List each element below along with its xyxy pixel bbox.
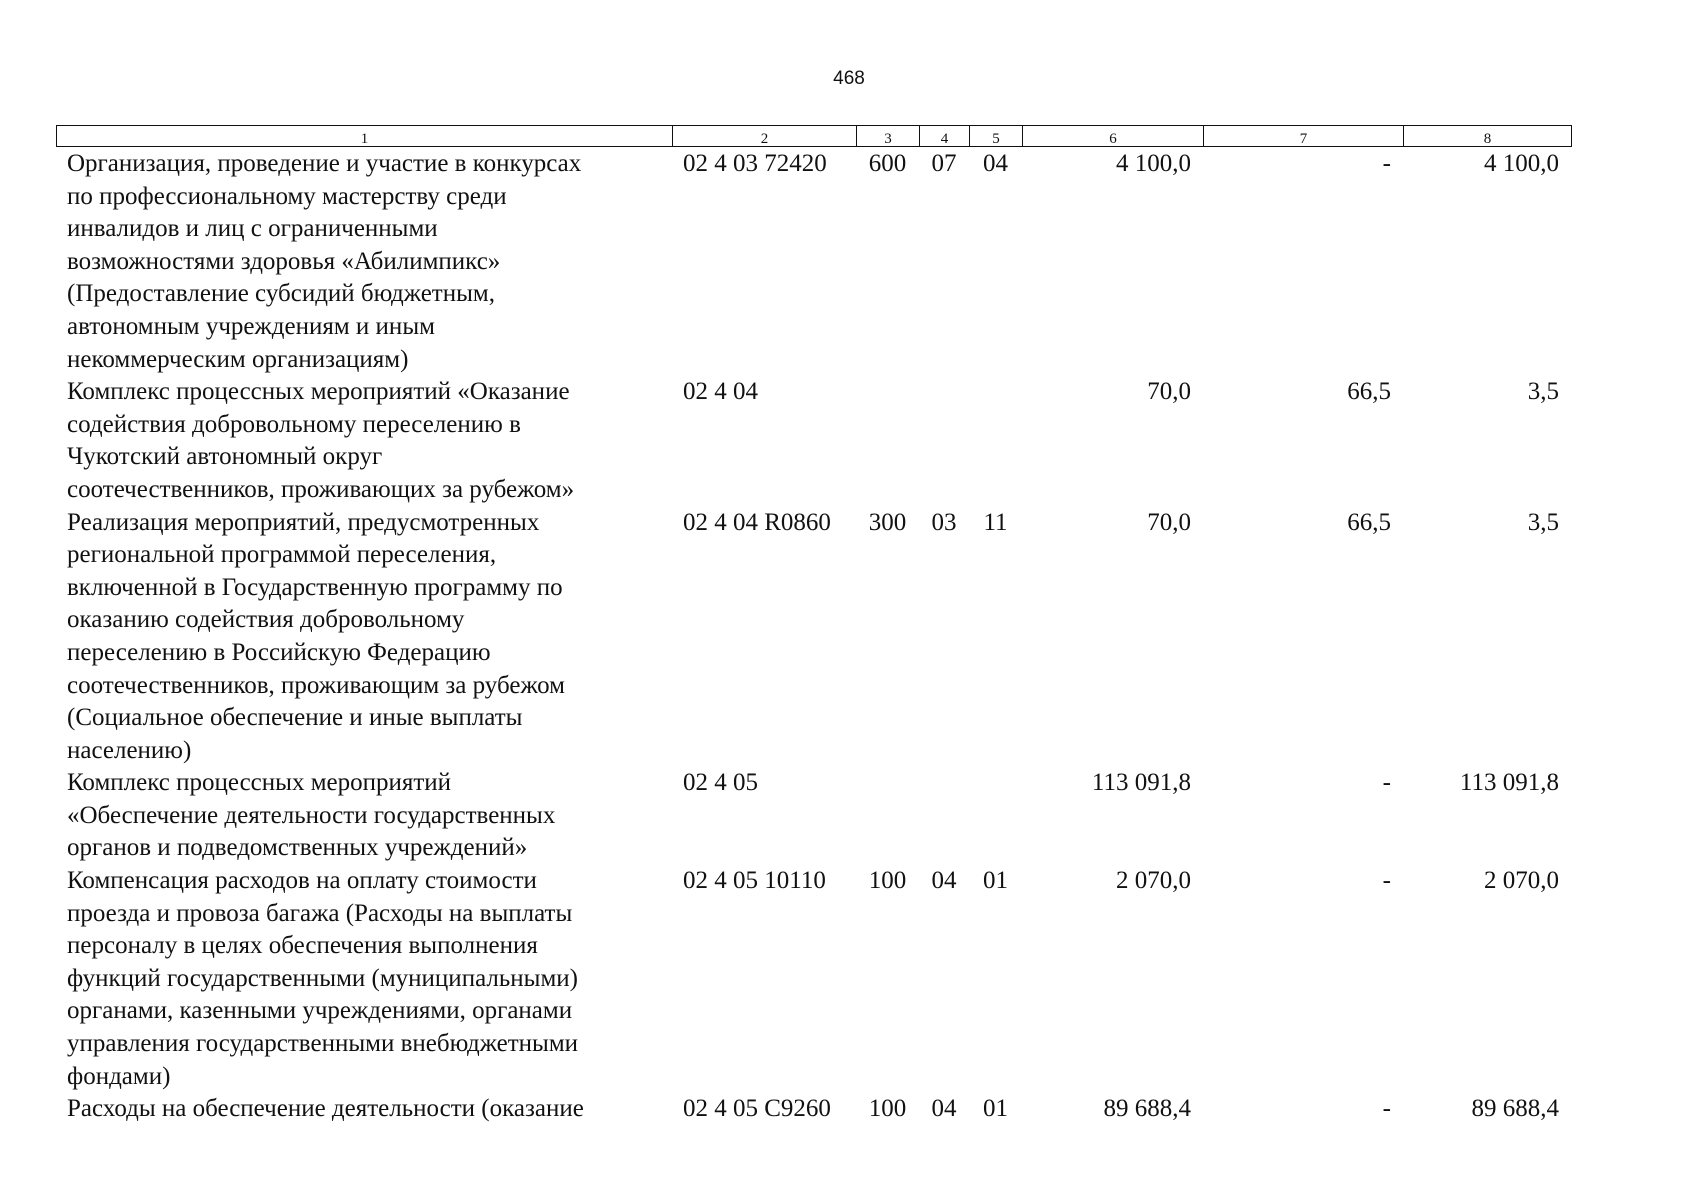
section — [919, 767, 969, 865]
column-number-header — [56, 125, 1572, 147]
column-header-3: 3 — [857, 126, 920, 147]
item-name-line: включенной в Государственную программу по — [67, 573, 563, 601]
item-name-line: Реализация мероприятий, предусмотренных — [67, 508, 540, 536]
expense-type: 100 — [868, 1095, 907, 1123]
column-7-amount: 66,5 — [1347, 508, 1391, 536]
total-amount: 113 091,8 — [1091, 769, 1191, 797]
column-8-amount: 89 688,4 — [1471, 1095, 1559, 1123]
column-8-amount: 3,5 — [1527, 508, 1559, 536]
expense-type — [856, 376, 919, 506]
column-7-amount: 66,5 — [1347, 378, 1391, 406]
budget-code: 02 4 05 10110 — [683, 867, 826, 895]
budget-table — [56, 148, 1571, 1126]
total-amount: 70,0 — [1147, 378, 1191, 406]
item-name — [56, 1093, 672, 1126]
item-name-line: персоналу в целях обеспечения выполнения — [67, 932, 538, 960]
expense-type: 300 — [868, 508, 907, 536]
column-8-amount: 113 091,8 — [1459, 769, 1559, 797]
item-name-line: Комплекс процессных мероприятий — [67, 769, 452, 797]
item-name-line: проезда и провоза багажа (Расходы на выплаты — [67, 899, 573, 927]
column-8-amount: 3,5 — [1527, 378, 1559, 406]
page-number: 468 — [833, 68, 865, 89]
budget-code: 02 4 04 — [683, 378, 758, 406]
column-header-6: 6 — [1023, 126, 1204, 147]
item-name-line: соотечественников, проживающим за рубежом — [67, 671, 565, 699]
column-header-2: 2 — [673, 126, 857, 147]
subsection: 11 — [983, 508, 1008, 536]
item-name-line: населению) — [67, 736, 192, 764]
item-name-line: по профессиональному мастерству среди — [67, 182, 507, 210]
item-name — [56, 376, 672, 506]
item-name-line: (Социальное обеспечение и иные выплаты — [67, 704, 523, 732]
subsection: 01 — [983, 1095, 1008, 1123]
column-header-7: 7 — [1204, 126, 1404, 147]
column-8-amount: 2 070,0 — [1484, 867, 1559, 895]
total-amount: 70,0 — [1147, 508, 1191, 536]
item-name — [56, 767, 672, 865]
table-row — [56, 376, 1571, 506]
column-header-1: 1 — [57, 126, 673, 147]
table-row — [56, 1093, 1571, 1126]
item-name-line: Комплекс процессных мероприятий «Оказание — [67, 378, 570, 406]
subsection — [969, 767, 1022, 865]
total-amount: 89 688,4 — [1103, 1095, 1191, 1123]
item-name-line: Компенсация расходов на оплату стоимости — [67, 867, 537, 895]
total-amount: 4 100,0 — [1116, 150, 1191, 177]
section: 07 — [931, 150, 957, 177]
item-name-line: Чукотский автономный округ — [67, 443, 383, 471]
item-name-line: содействия добровольному переселению в — [67, 410, 521, 438]
item-name-line: функций государственными (муниципальными) — [67, 964, 578, 992]
item-name-line: органов и подведомственных учреждений» — [67, 834, 528, 862]
table-row — [56, 865, 1571, 1093]
item-name-line: некоммерческим организациям) — [67, 345, 409, 373]
item-name — [56, 507, 672, 768]
column-8-amount: 4 100,0 — [1484, 150, 1559, 177]
subsection: 01 — [983, 867, 1008, 895]
column-7-amount: - — [1382, 769, 1391, 797]
item-name-line: автономным учреждениям и иным — [67, 312, 435, 340]
table-row — [56, 507, 1571, 768]
section: 04 — [931, 867, 957, 895]
table-row — [56, 767, 1571, 865]
subsection: 04 — [983, 150, 1008, 177]
expense-type: 100 — [868, 867, 907, 895]
item-name-line: соотечественников, проживающих за рубежом» — [67, 475, 575, 503]
item-name-line: фондами) — [67, 1062, 171, 1090]
budget-code: 02 4 04 R0860 — [683, 508, 831, 536]
section — [919, 376, 969, 506]
item-name-line: управления государственными внебюджетными — [67, 1030, 579, 1058]
total-amount: 2 070,0 — [1116, 867, 1191, 895]
expense-type — [856, 767, 919, 865]
budget-code: 02 4 03 72420 — [683, 150, 827, 177]
column-header-5: 5 — [970, 126, 1023, 147]
column-7-amount: - — [1382, 867, 1391, 895]
item-name-line: возможностями здоровья «Абилимпикс» — [67, 247, 501, 275]
item-name-line: переселению в Российскую Федерацию — [67, 638, 491, 666]
budget-code: 02 4 05 — [683, 769, 758, 797]
column-header-8: 8 — [1404, 126, 1572, 147]
expense-type: 600 — [868, 150, 907, 177]
item-name-line: (Предоставление субсидий бюджетным, — [67, 280, 495, 308]
section: 03 — [931, 508, 957, 536]
item-name-line: региональной программой переселения, — [67, 541, 497, 569]
table-row — [56, 148, 1571, 376]
item-name-line: Расходы на обеспечение деятельности (оказание — [67, 1095, 584, 1123]
budget-code: 02 4 05 C9260 — [683, 1095, 831, 1123]
item-name — [56, 865, 672, 1093]
item-name-line: Организация, проведение и участие в конкурсах — [67, 150, 582, 177]
column-header-4: 4 — [920, 126, 970, 147]
item-name-line: оказанию содействия добровольному — [67, 606, 465, 634]
item-name — [56, 148, 672, 376]
column-7-amount: - — [1382, 150, 1391, 177]
item-name-line: инвалидов и лиц с ограниченными — [67, 215, 438, 243]
item-name-line: «Обеспечение деятельности государственных — [67, 801, 556, 829]
section: 04 — [931, 1095, 957, 1123]
subsection — [969, 376, 1022, 506]
column-7-amount: - — [1382, 1095, 1391, 1123]
item-name-line: органами, казенными учреждениями, органами — [67, 997, 573, 1025]
